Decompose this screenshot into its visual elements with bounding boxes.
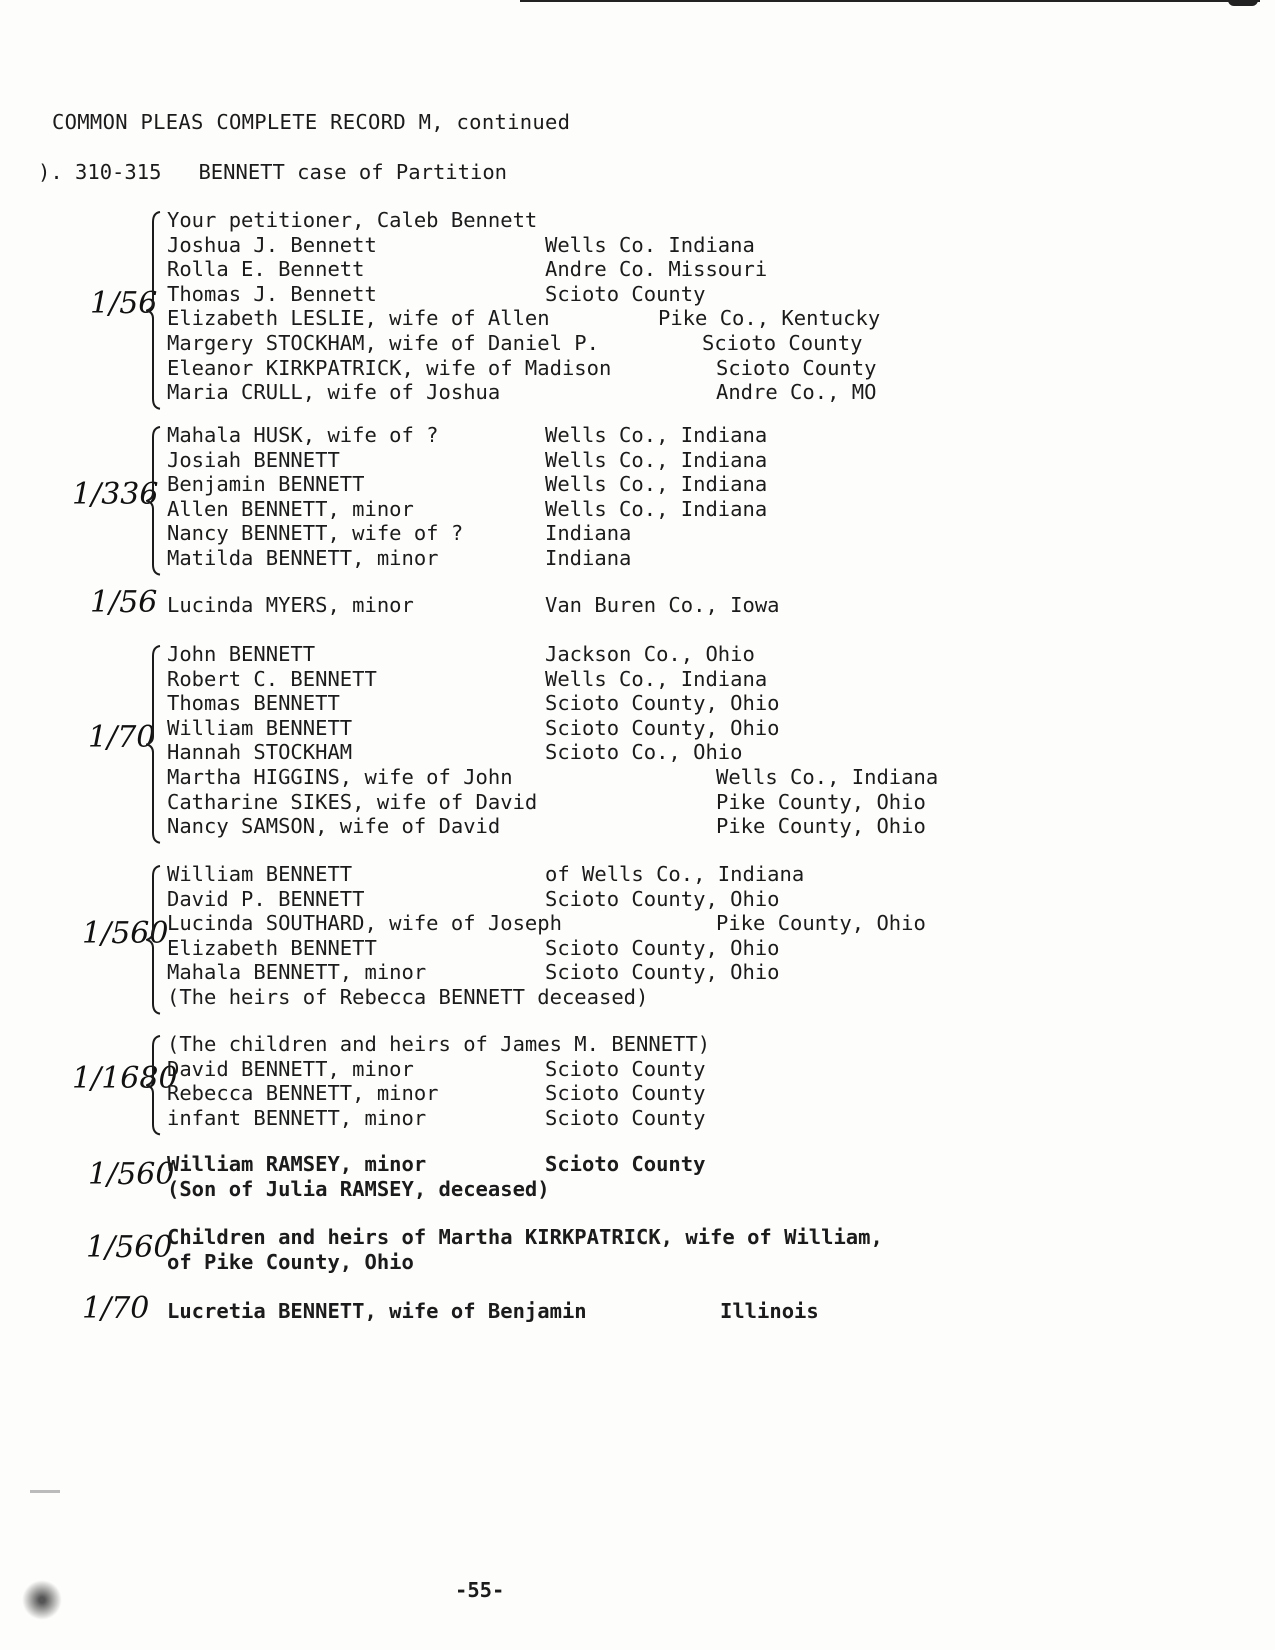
heir-residence: Scioto County: [545, 281, 706, 306]
heir-residence: Scioto County, Ohio: [545, 886, 780, 911]
page-number: -55-: [455, 1578, 505, 1602]
share-fraction: 1/560: [88, 1156, 175, 1192]
group-brace: [146, 210, 164, 411]
heir-residence: Pike County, Ohio: [716, 911, 926, 936]
heir-residence: Scioto County: [545, 1081, 706, 1106]
page-heading: COMMON PLEAS COMPLETE RECORD M, continued: [52, 110, 571, 134]
share-fraction: 1/70: [82, 1291, 150, 1327]
heir-name: Mahala BENNETT, minor: [167, 960, 427, 985]
share-fraction: 1/56: [90, 585, 158, 621]
heir-name: Mahala HUSK, wife of ?: [167, 423, 439, 447]
heir-residence: Jackson Co., Ohio: [545, 642, 755, 666]
heir-name: (The heirs of Rebecca BENNETT deceased): [167, 985, 649, 1009]
heir-name: Allen BENNETT, minor: [167, 496, 414, 521]
heir-residence: Andre Co., MO: [716, 380, 877, 405]
case-reference: ). 310-315 BENNETT case of Partition: [38, 160, 507, 184]
heir-name: Lucretia BENNETT, wife of Benjamin: [167, 1299, 587, 1323]
heir-residence: Wells Co., Indiana: [545, 496, 768, 521]
heir-name: Joshua J. Bennett: [167, 232, 377, 257]
heir-residence: Scioto County: [702, 331, 863, 355]
share-fraction: 1/560: [82, 915, 169, 951]
heir-name: (The children and heirs of James M. BENNETT): [167, 1032, 711, 1056]
share-fraction: 1/1680: [72, 1061, 178, 1097]
share-fraction: 1/56: [90, 286, 158, 322]
group-brace: [146, 864, 164, 1016]
share-fraction: 1/70: [88, 720, 156, 756]
heir-name: David BENNETT, minor: [167, 1056, 414, 1081]
heir-name: infant BENNETT, minor: [167, 1105, 427, 1130]
heir-name: Children and heirs of Martha KIRKPATRICK, wife of William,: [167, 1225, 883, 1249]
heir-name: Thomas J. Bennett: [167, 281, 377, 306]
heir-name: Matilda BENNETT, minor: [167, 546, 439, 570]
heir-name: Thomas BENNETT: [167, 691, 340, 716]
heir-name: Elizabeth BENNETT: [167, 935, 377, 960]
heir-name: Lucinda SOUTHARD, wife of Joseph: [167, 911, 562, 936]
heir-residence: Wells Co. Indiana: [545, 232, 755, 257]
share-fraction: 1/560: [86, 1229, 173, 1265]
top-rule: [520, 0, 1260, 2]
heir-name: William BENNETT: [167, 715, 353, 740]
group-brace: [146, 644, 164, 845]
share-fraction: 1/336: [72, 476, 159, 512]
heir-name: Martha HIGGINS, wife of John: [167, 765, 513, 789]
heir-name: Eleanor KIRKPATRICK, wife of Madison: [167, 355, 612, 380]
heir-name: Josiah BENNETT: [167, 447, 340, 472]
scan-smudge: [22, 1580, 62, 1620]
heir-residence: Scioto County: [545, 1105, 706, 1130]
heir-residence: of Wells Co., Indiana: [545, 862, 805, 886]
heir-residence: Scioto County, Ohio: [545, 715, 780, 740]
heir-residence: Wells Co., Indiana: [545, 666, 768, 691]
heir-name: Rebecca BENNETT, minor: [167, 1081, 439, 1106]
heir-name: of Pike County, Ohio: [167, 1249, 414, 1274]
heir-name: Nancy BENNETT, wife of ?: [167, 521, 464, 546]
heir-residence: Pike County, Ohio: [716, 789, 926, 814]
scan-mark: [30, 1490, 60, 1493]
heir-residence: Scioto County: [545, 1056, 706, 1081]
group-brace: [146, 425, 164, 577]
heir-residence: Pike Co., Kentucky: [658, 306, 881, 331]
heir-name: Lucinda MYERS, minor: [167, 593, 414, 617]
heir-residence: Indiana: [545, 521, 632, 546]
heir-residence: Wells Co., Indiana: [716, 765, 939, 789]
group-brace: [146, 1034, 164, 1136]
heir-residence: Pike County, Ohio: [716, 814, 926, 839]
heir-residence: Scioto County, Ohio: [545, 960, 780, 985]
heir-residence: Scioto County, Ohio: [545, 935, 780, 960]
heir-name: Benjamin BENNETT: [167, 472, 365, 497]
heir-residence: Scioto County: [545, 1152, 706, 1176]
heir-name: Rolla E. Bennett: [167, 257, 365, 282]
heir-name: Maria CRULL, wife of Joshua: [167, 380, 501, 405]
heir-residence: Scioto County, Ohio: [545, 691, 780, 716]
heir-residence: Wells Co., Indiana: [545, 423, 768, 447]
heir-name: Hannah STOCKHAM: [167, 740, 353, 765]
heir-residence: Van Buren Co., Iowa: [545, 593, 780, 617]
heir-name: William BENNETT: [167, 862, 353, 886]
heir-name: John BENNETT: [167, 642, 316, 666]
heir-name: Catharine SIKES, wife of David: [167, 789, 538, 814]
heir-residence: Illinois: [720, 1299, 819, 1323]
heir-name: Robert C. BENNETT: [167, 666, 377, 691]
heir-residence: Wells Co., Indiana: [545, 447, 768, 472]
heir-residence: Scioto County: [716, 355, 877, 380]
heir-name: Elizabeth LESLIE, wife of Allen: [167, 306, 550, 331]
heir-name: William RAMSEY, minor: [167, 1152, 427, 1176]
heir-residence: Indiana: [545, 546, 632, 570]
top-rule-end: [1228, 0, 1258, 6]
heir-name: Your petitioner, Caleb Bennett: [167, 208, 538, 232]
heir-name: (Son of Julia RAMSEY, deceased): [167, 1176, 550, 1201]
heir-name: Nancy SAMSON, wife of David: [167, 814, 501, 839]
heir-name: Margery STOCKHAM, wife of Daniel P.: [167, 331, 599, 355]
heir-residence: Andre Co. Missouri: [545, 257, 768, 282]
heir-name: David P. BENNETT: [167, 886, 365, 911]
heir-residence: Scioto Co., Ohio: [545, 740, 743, 765]
heir-residence: Wells Co., Indiana: [545, 472, 768, 497]
